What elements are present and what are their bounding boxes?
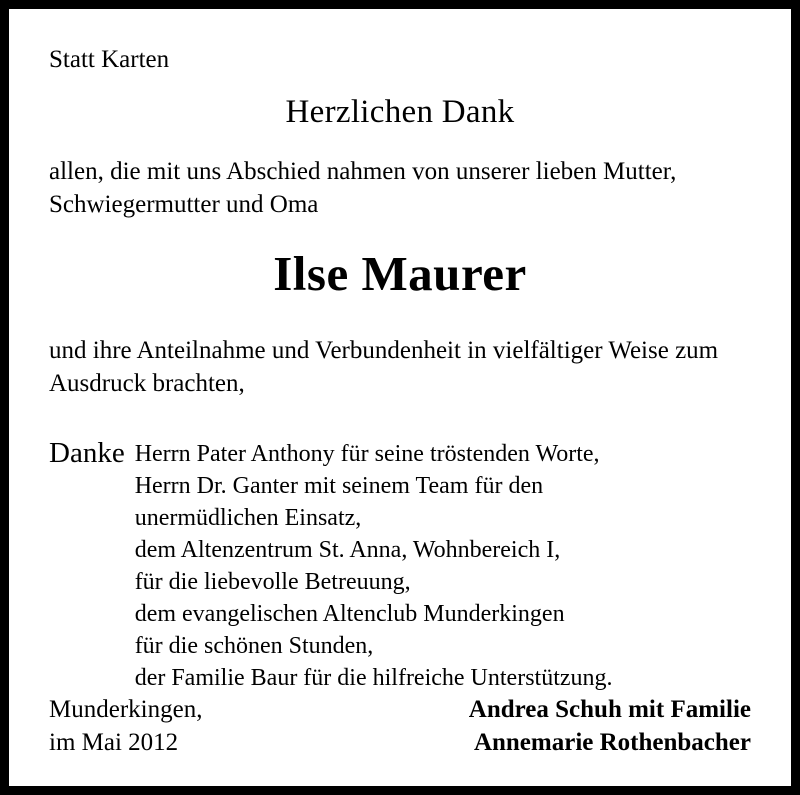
headline: Herzlichen Dank [285,94,515,130]
deceased-name: Ilse Maurer [273,245,527,301]
thanks-list [135,434,613,694]
place-and-date [49,693,202,761]
thanks-item: der Familie Baur für die hilfreiche Unterstützung. [134,664,613,691]
date: im Mai 2012 [49,729,179,757]
signatory-line-1: Andrea Schuh mit Familie [468,695,751,723]
thanks-section [49,434,757,694]
signatories [469,693,751,761]
body-line-1: und ihre Anteilnahme und Verbundenheit in vielfältiger Weise [49,337,669,365]
intro-line-1: allen, die mit uns Abschied nahmen von unserer lieben Mutter, [49,157,677,185]
thanks-item: dem evangelischen Altenclub Munderkingen [134,601,565,628]
thanks-item: für die liebevolle Betreuung, [134,569,411,596]
intro-line-2: Schwiegermutter und Oma [49,190,319,218]
body-line-2: zum Ausdruck brachten, [49,337,719,398]
intro-paragraph [49,155,757,221]
body-paragraph [49,334,757,400]
thanks-item: dem Altenzentrum St. Anna, Wohnbereich I, [134,537,561,564]
thanks-item: für die schönen Stunden, [134,632,374,659]
signatory-line-2: Annemarie Rothenbacher [473,729,751,757]
thanks-item: unermüdlichen Einsatz, [134,505,362,532]
thanks-item: Herrn Pater Anthony für seine tröstenden Worte, [134,441,600,468]
footer [49,693,751,761]
place: Munderkingen, [49,695,203,723]
statt-karten-text: Statt Karten [49,46,170,73]
thanks-word: Danke [49,437,125,470]
thanks-item: Herrn Dr. Ganter mit seinem Team für den [134,473,544,500]
